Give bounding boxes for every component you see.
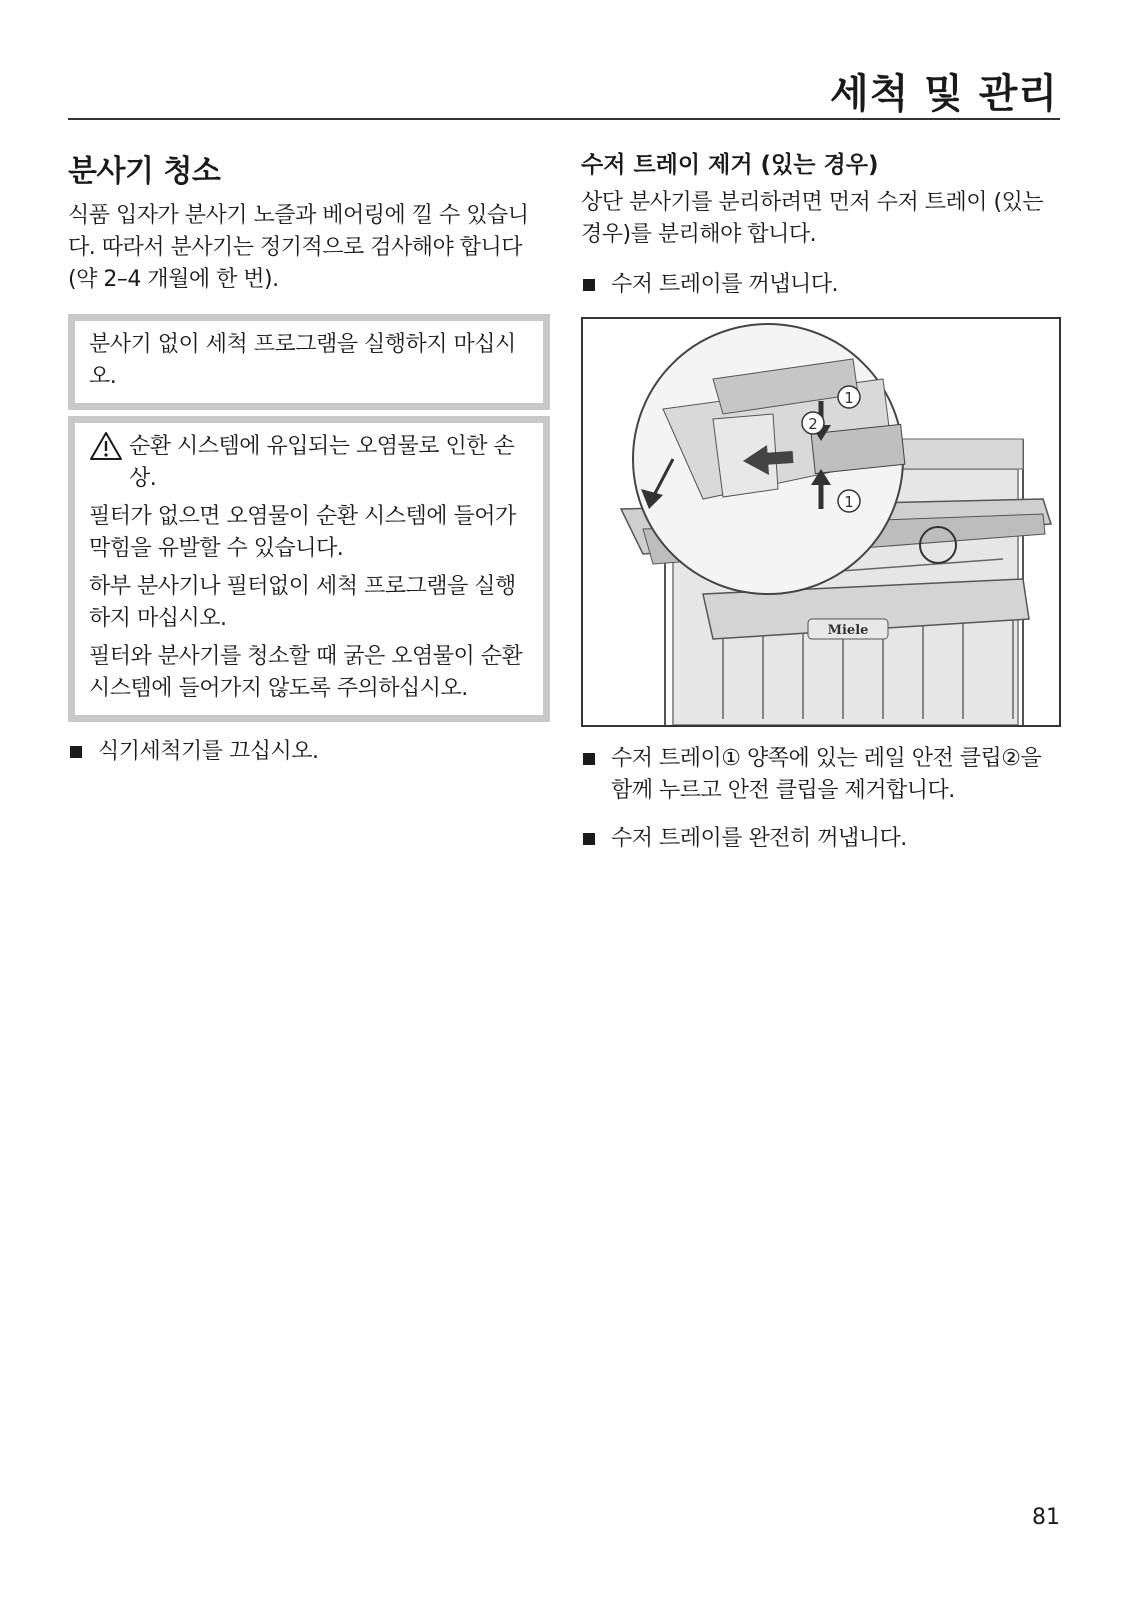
step-item [581, 269, 1061, 301]
bullet-square-icon [583, 833, 595, 845]
intro-paragraph: 식품 입자가 분사기 노즐과 베어링에 낄 수 있습니다. 따라서 분사기는 정기적으로 검사해야 합니다(약 2–4 개월에 한 번). [68, 203, 529, 292]
right-column [581, 140, 1061, 871]
warning-box [68, 416, 550, 722]
left-column [68, 140, 550, 784]
bullet-square-icon [583, 279, 595, 291]
chapter-title: 세척 및 관리 [829, 71, 1058, 117]
brand-logo: Miele [827, 623, 869, 638]
warning-paragraph: 필터가 없으면 오염물이 순환 시스템에 들어가 막힘을 유발할 수 있습니다. [89, 504, 516, 561]
page-number: 81 [1032, 1505, 1060, 1530]
step-item [581, 823, 1061, 855]
callout-2-label: 2 [808, 415, 818, 433]
callout-1-label: 1 [844, 389, 854, 407]
step-text: 수저 트레이① 양쪽에 있는 레일 안전 클립②을 함께 누르고 안전 클립을 제거합니다. [611, 746, 1042, 803]
warning-triangle-icon [89, 431, 123, 461]
note-box [68, 314, 550, 410]
step-text: 수저 트레이를 완전히 꺼냅니다. [611, 826, 907, 851]
header-divider [68, 118, 1060, 120]
warning-heading: 순환 시스템에 유입되는 오염물로 인한 손상. [129, 434, 515, 491]
step-text: 식기세척기를 끄십시오. [98, 739, 319, 764]
bullet-square-icon [70, 746, 82, 758]
bullet-square-icon [583, 753, 595, 765]
step-item [68, 736, 550, 768]
callout-1-label: 1 [844, 493, 854, 511]
warning-paragraph: 하부 분사기나 필터없이 세척 프로그램을 실행하지 마십시오. [89, 574, 516, 631]
cutlery-tray-illustration [581, 317, 1061, 727]
step-text: 수저 트레이를 꺼냅니다. [611, 272, 839, 297]
step-item [581, 743, 1061, 807]
illustration-svg [583, 319, 1059, 725]
intro-paragraph: 상단 분사기를 분리하려면 먼저 수저 트레이 (있는 경우)를 분리해야 합니다. [581, 190, 1044, 247]
note-text: 분사기 없이 세척 프로그램을 실행하지 마십시오. [89, 332, 516, 389]
subsection-title: 수저 트레이 제거 (있는 경우) [581, 152, 879, 178]
warning-paragraph: 필터와 분사기를 청소할 때 굵은 오염물이 순환 시스템에 들어가지 않도록 주의하십시오. [89, 644, 523, 701]
section-title: 분사기 청소 [68, 154, 221, 189]
